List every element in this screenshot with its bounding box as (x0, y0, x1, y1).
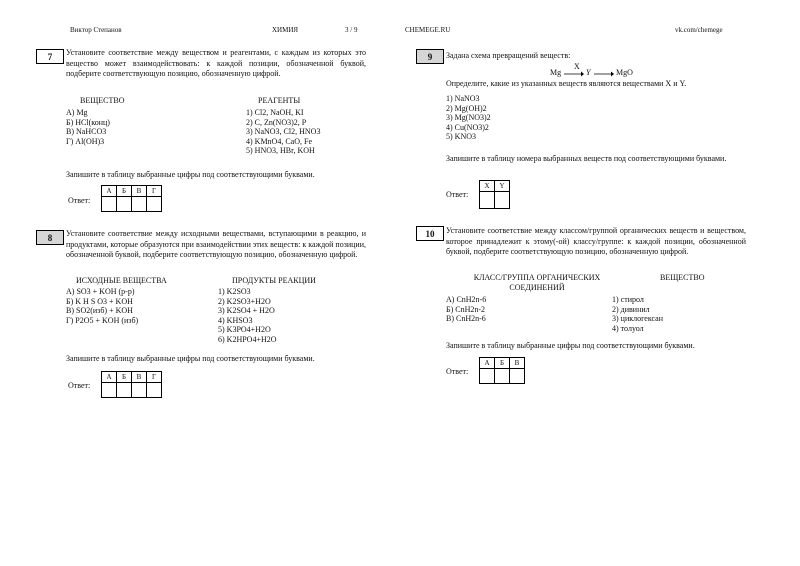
list-item: 1) K2SO3 (218, 287, 251, 296)
answer-col-header: Г (147, 372, 162, 383)
column-header: КЛАСС/ГРУППА ОРГАНИЧЕСКИХ СОЕДИНЕНИЙ (473, 273, 601, 292)
reaction-scheme (550, 62, 660, 80)
answer-cell[interactable] (480, 369, 495, 384)
list-item: А) SO3 + KOH (р-р) (66, 287, 135, 296)
left-list (446, 295, 486, 324)
scheme-start: Mg (550, 68, 562, 77)
right-list (246, 108, 320, 156)
header-page: 3 / 9 (345, 26, 358, 34)
list-item: 4) KMnO4, CaO, Fe (246, 136, 312, 146)
header-author: Виктор Степанов (70, 26, 122, 34)
list-item: 6) K2HPO4+H2O (218, 334, 277, 344)
list-item: 3) Mg(NO3)2 (446, 113, 491, 122)
column-header: ВЕЩЕСТВО (80, 96, 125, 105)
arrow-icon (564, 71, 584, 77)
column-header: ИСХОДНЫЕ ВЕЩЕСТВА (76, 276, 167, 285)
header-site: CHEMEGE.RU (405, 26, 451, 34)
list-item: 5) K3PO4+H2O (218, 325, 271, 334)
list-item: 2) C, Zn(NO3)2, P (246, 117, 307, 127)
answer-cell[interactable] (102, 197, 117, 212)
question-prompt: Определите, какие из указанных веществ являются веществами X и Y. (446, 79, 687, 88)
question-number: 10 (416, 226, 444, 241)
instruction: Запишите в таблицу выбранные цифры под соответствующими буквами. (66, 170, 315, 179)
answer-table (101, 371, 162, 398)
list-item: В) NaHCO3 (66, 127, 107, 136)
answer-col-header: Б (117, 186, 132, 197)
answer-cell[interactable] (480, 192, 495, 209)
instruction: Запишите в таблицу выбранные цифры под соответствующими буквами. (66, 354, 315, 363)
answer-cell[interactable] (102, 383, 117, 398)
answer-label: Ответ: (446, 190, 469, 199)
question-text: Установите соответствие между веществом и реагентами, с каждым из которых это вещество может взаимодействовать: к каждой позиции, обозначенной буквой, подберите соответствующую позицию, обозначенную цифрой. (66, 48, 366, 78)
answer-table (479, 180, 510, 209)
list-item: Б) CnH2n-2 (446, 304, 486, 314)
question-text: Установите соответствие между классом/группой органических веществ и веществом, которое принадлежит к этому(-ой) классу/группе: к каждой позиции, обозначенной буквой, подберите соответствующую позицию, обозначенную цифрой. (446, 226, 746, 256)
answer-cell[interactable] (495, 369, 510, 384)
list-item: 3) K2SO4 + H2O (218, 306, 275, 315)
answer-cell[interactable] (147, 197, 162, 212)
header-vk: vk.com/chemege (675, 26, 723, 34)
answer-col-header: В (510, 358, 525, 369)
answer-col-header: Б (117, 372, 132, 383)
answer-label: Ответ: (446, 367, 469, 376)
list-item: Б) HCl(конц) (66, 117, 110, 127)
list-item: 4) толуол (612, 323, 644, 333)
answer-col-header: В (132, 186, 147, 197)
question-number: 7 (36, 49, 64, 64)
arrow-icon (594, 71, 614, 77)
answer-col-header: Y (495, 181, 510, 192)
answer-table (479, 357, 525, 384)
right-list (612, 295, 663, 333)
answer-col-header: А (102, 372, 117, 383)
column-header: ПРОДУКТЫ РЕАКЦИИ (232, 276, 316, 285)
answer-cell[interactable] (117, 197, 132, 212)
list-item: 1) стирол (612, 295, 644, 304)
scheme-x: X (574, 62, 580, 71)
list-item: 4) KHSO3 (218, 315, 253, 325)
right-list (218, 287, 277, 344)
answer-cell[interactable] (117, 383, 132, 398)
list-item: 2) Mg(OH)2 (446, 103, 487, 113)
answer-col-header: Б (495, 358, 510, 369)
answer-cell[interactable] (147, 383, 162, 398)
answer-label: Ответ: (68, 196, 91, 205)
answer-cell[interactable] (510, 369, 525, 384)
list-item: А) Mg (66, 108, 88, 117)
list-item: В) CnH2n-6 (446, 314, 486, 323)
list-item: В) SO2(изб) + KOH (66, 306, 133, 315)
list-item: Г) Al(OH)3 (66, 136, 105, 146)
question-number: 8 (36, 230, 64, 245)
list-item: Б) K H S O3 + KOH (66, 296, 133, 306)
answer-cell[interactable] (495, 192, 510, 209)
scheme-y: Y (586, 68, 591, 77)
list-item: 3) циклогексан (612, 314, 663, 323)
answer-label: Ответ: (68, 381, 91, 390)
answer-table (101, 185, 162, 212)
list-item: Г) P2O5 + KOH (изб) (66, 315, 139, 325)
question-text: Установите соответствие между исходными веществами, вступающими в реакцию, и продуктами, которые образуются при взаимодействии этих веществ: к каждой позиции, обозначенной буквой, подберите соответствующую позицию, обозначенную цифрой. (66, 229, 366, 259)
list-item: А) CnH2n-6 (446, 295, 487, 304)
list-item: 2) K2SO3+H2O (218, 296, 271, 306)
list-item: 4) Cu(NO3)2 (446, 122, 489, 132)
answer-cell[interactable] (132, 383, 147, 398)
answer-col-header: X (480, 181, 495, 192)
scheme-end: MgO (616, 68, 633, 77)
list-item: 5) HNO3, HBr, KOH (246, 146, 315, 155)
options-list (446, 94, 491, 142)
column-header: ВЕЩЕСТВО (660, 273, 705, 282)
list-item: 2) дивинил (612, 304, 650, 314)
left-list (66, 108, 110, 146)
list-item: 5) KNO3 (446, 132, 476, 141)
question-number: 9 (416, 49, 444, 64)
answer-col-header: А (102, 186, 117, 197)
answer-col-header: А (480, 358, 495, 369)
instruction: Запишите в таблицу номера выбранных веществ под соответствующими буквами. (446, 154, 727, 163)
list-item: 3) NaNO3, Cl2, HNO3 (246, 127, 321, 136)
answer-cell[interactable] (132, 197, 147, 212)
question-text: Задана схема превращений веществ: (446, 51, 571, 60)
left-list (66, 287, 138, 325)
instruction: Запишите в таблицу выбранные цифры под соответствующими буквами. (446, 341, 695, 350)
header-subject: ХИМИЯ (272, 26, 299, 34)
answer-col-header: В (132, 372, 147, 383)
list-item: 1) Cl2, NaOH, KI (246, 108, 304, 117)
answer-col-header: Г (147, 186, 162, 197)
column-header: РЕАГЕНТЫ (258, 96, 301, 105)
list-item: 1) NaNO3 (446, 94, 480, 103)
